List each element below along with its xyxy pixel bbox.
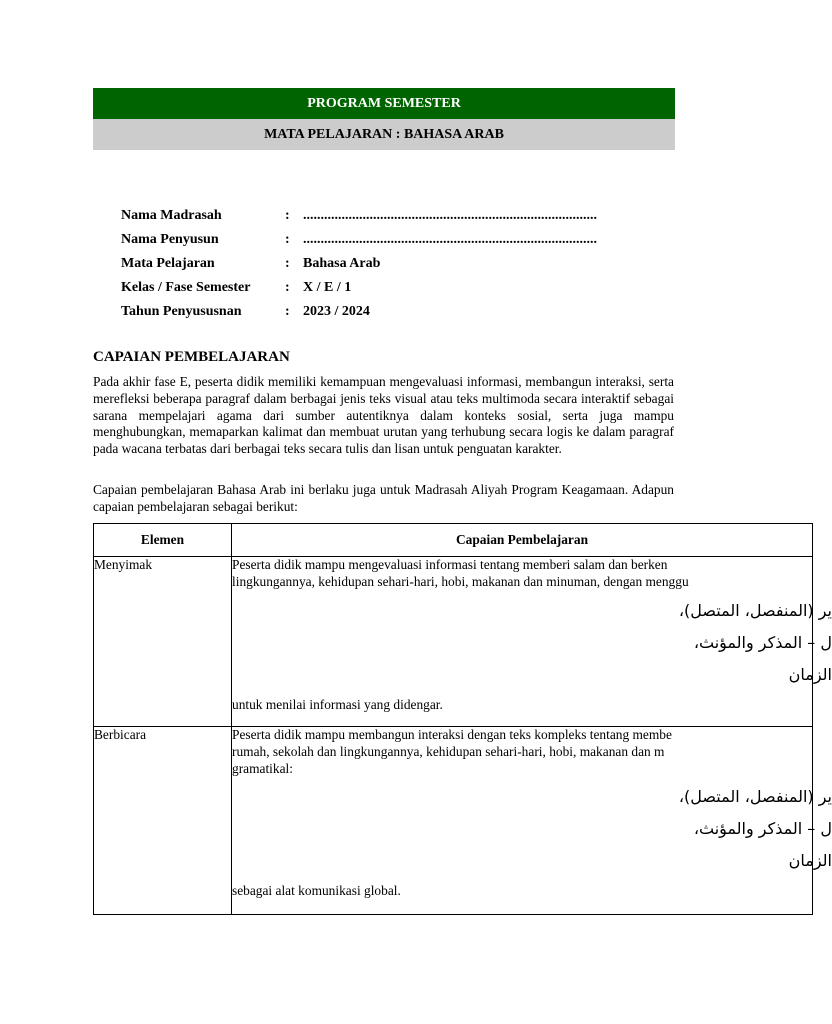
program-title: PROGRAM SEMESTER xyxy=(93,88,675,119)
info-value: 2023 / 2024 xyxy=(303,304,370,319)
arabic-grammar-list xyxy=(232,595,832,691)
info-colon: : xyxy=(285,280,290,295)
info-colon: : xyxy=(285,304,290,319)
info-row-penyusun xyxy=(121,228,597,252)
outcome-line: gramatikal: xyxy=(232,760,293,776)
info-label: Tahun Penyususnan xyxy=(121,304,242,319)
info-row-kelas xyxy=(121,276,597,300)
outcome-closing: untuk menilai informasi yang didengar. xyxy=(232,696,443,712)
info-label: Nama Madrasah xyxy=(121,208,222,223)
info-row-madrasah xyxy=(121,204,597,228)
table-row xyxy=(94,557,813,727)
outcome-line: Peserta didik mampu mengevaluasi informasi tentang memberi salam dan berken xyxy=(232,557,668,572)
header-elemen: Elemen xyxy=(94,524,232,557)
info-row-tahun xyxy=(121,300,597,324)
info-row-mapel xyxy=(121,252,597,276)
info-label: Nama Penyusun xyxy=(121,232,219,247)
info-colon: : xyxy=(285,208,290,223)
outcome-line: rumah, sekolah dan lingkungannya, kehidupan sehari-hari, hobi, makanan dan m xyxy=(232,743,665,759)
info-colon: : xyxy=(285,232,290,247)
info-label: Mata Pelajaran xyxy=(121,256,215,271)
arabic-line: ير (المنفصل، المتصل)، xyxy=(678,787,832,807)
arabic-line: ل – المذكر والمؤنث، xyxy=(693,819,832,839)
info-value: Bahasa Arab xyxy=(303,256,381,271)
info-value: X / E / 1 xyxy=(303,280,352,295)
arabic-line: ل – المذكر والمؤنث، xyxy=(693,632,832,652)
info-value: .................................................................................... xyxy=(303,232,597,247)
element-cell: Menyimak xyxy=(94,557,232,727)
outcome-line: lingkungannya, kehidupan sehari-hari, hobi, makanan dan minuman, dengan menggu xyxy=(232,573,689,589)
table-row xyxy=(94,727,813,915)
info-label: Kelas / Fase Semester xyxy=(121,280,251,295)
outcome-cell xyxy=(232,557,832,727)
arabic-line: ير (المنفصل، المتصل)، xyxy=(678,600,832,620)
header-capaian: Capaian Pembelajaran xyxy=(232,524,813,557)
subject-title: MATA PELAJARAN : BAHASA ARAB xyxy=(93,119,675,150)
paragraph-intro: Pada akhir fase E, peserta didik memiliki kemampuan mengevaluasi informasi, membangun interaksi, serta merefleksi beberapa paragraf dalam berbagai jenis teks visual atau teks multimoda secara interaktif sebagai sarana mempelajari agama dari sumber autentiknya dalam konteks sosial, serta juga mampu menghubungkan, memaparkan kalimat dan membuat urutan yang terhubung secara logis ke dalam paragraf pada wacana terbatas dari berbagai teks secara tulis dan lisan untuk penguatan karakter. xyxy=(93,374,674,457)
element-cell: Berbicara xyxy=(94,727,232,915)
info-colon: : xyxy=(285,256,290,271)
paragraph-scope: Capaian pembelajaran Bahasa Arab ini berlaku juga untuk Madrasah Aliyah Program Keagamaan. Adapun capaian pembelajaran sebagai berikut: xyxy=(93,482,674,514)
arabic-line: الزمان xyxy=(788,664,832,684)
arabic-grammar-list xyxy=(232,781,832,877)
outcome-cell xyxy=(232,727,832,915)
section-title: CAPAIAN PEMBELAJARAN xyxy=(93,349,290,365)
outcome-closing: sebagai alat komunikasi global. xyxy=(232,883,401,899)
info-value: .................................................................................... xyxy=(303,208,597,223)
learning-outcomes-table xyxy=(93,523,832,915)
arabic-line: الزمان xyxy=(788,851,832,871)
identity-block xyxy=(121,204,597,324)
table-header-row xyxy=(94,524,813,557)
outcome-line: Peserta didik mampu membangun interaksi dengan teks kompleks tentang membe xyxy=(232,727,672,742)
